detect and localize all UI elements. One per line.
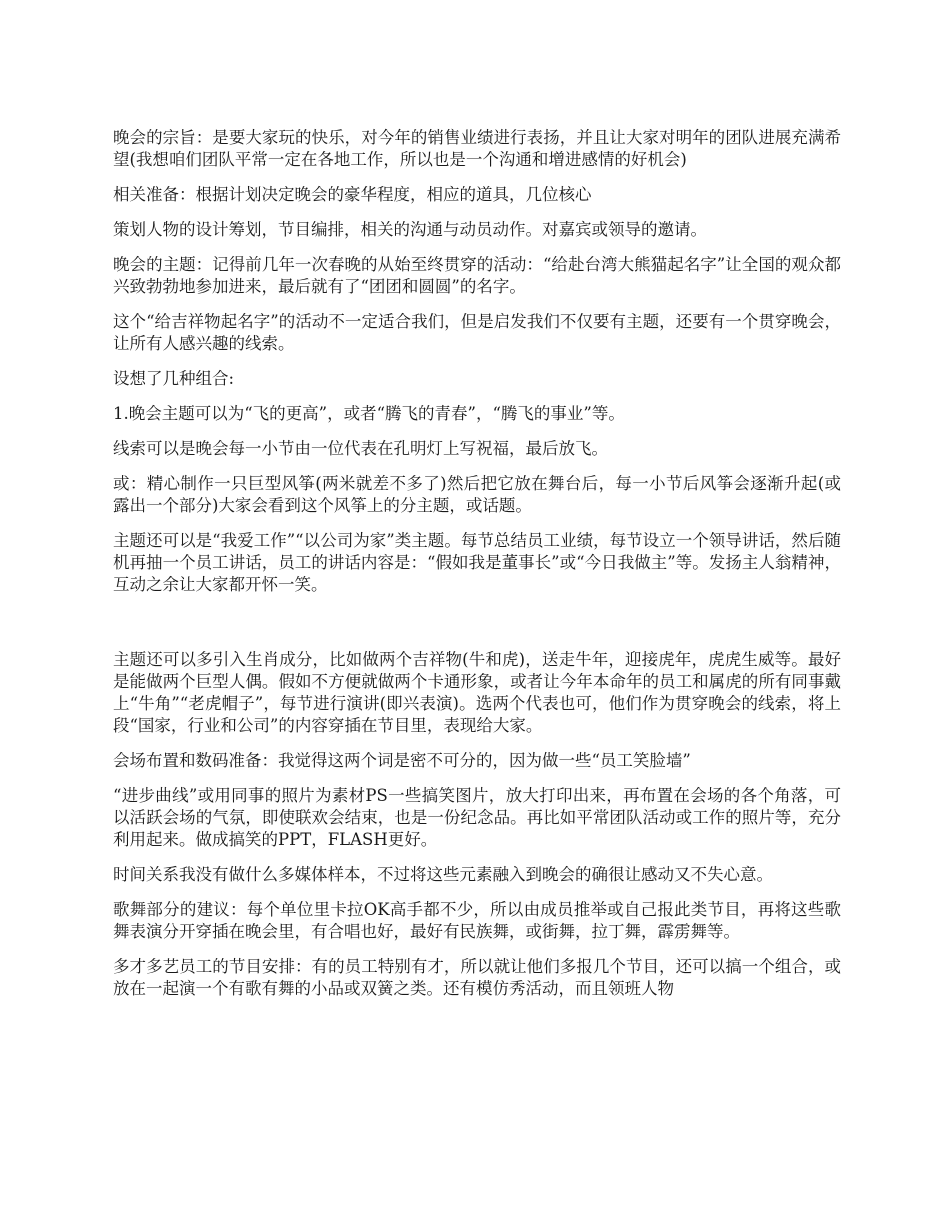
paragraph-planning: 策划人物的设计筹划，节目编排，相关的沟通与动员动作。对嘉宾或领导的邀请。 [113, 220, 707, 239]
paragraph-work-theme: 主题还可以是“我爱工作”“以公司为家”类主题。每节总结员工业绩，每节设立一个领导讲话，然后随机再抽一个员工讲话，员工的讲话内容是：“假如我是董事长”或“今日我做主”等。发扬主人翁精神，互动之余让大家都开怀一笑。 [113, 531, 841, 594]
paragraph-theme-option-1: 1.晚会主题可以为“飞的更高”，或者“腾飞的青春”，“腾飞的事业”等。 [113, 404, 625, 423]
document-body [113, 127, 841, 1013]
paragraph-zodiac-theme: 主题还可以多引入生肖成分，比如做两个吉祥物(牛和虎)，送走牛年，迎接虎年，虎虎生威等。最好是能做两个巨型人偶。假如不方便就做两个卡通形象，或者让今年本命年的员工和属虎的所有同事戴上“牛角”“老虎帽子”，每节进行演讲(即兴表演)。选两个代表也可，他们作为贯穿晚会的线索，将上段“国家，行业和公司”的内容穿插在节目里，表现给大家。 [113, 650, 841, 735]
paragraph-multimedia-note: 时间关系我没有做什么多媒体样本，不过将这些元素融入到晚会的确很让感动又不失心意。 [113, 865, 773, 884]
paragraph-mascot-naming: 这个“给吉祥物起名字”的活动不一定适合我们，但是启发我们不仅要有主题，还要有一个贯穿晚会，让所有人感兴趣的线索。 [113, 312, 841, 353]
paragraph-combinations-intro: 设想了几种组合: [113, 369, 235, 388]
paragraph-theme: 晚会的主题：记得前几年一次春晚的从始至终贯穿的活动：“给赴台湾大熊猫起名字”让全国的观众都兴致勃勃地参加进来，最后就有了“团团和圆圆”的名字。 [113, 255, 841, 296]
section-gap [113, 609, 841, 649]
paragraph-purpose: 晚会的宗旨：是要大家玩的快乐，对今年的销售业绩进行表扬，并且让大家对明年的团队进展充满希望(我想咱们团队平常一定在各地工作，所以也是一个沟通和增进感情的好机会) [113, 128, 841, 169]
paragraph-preparation: 相关准备：根据计划决定晚会的豪华程度，相应的道具，几位核心 [113, 185, 592, 204]
paragraph-talented-staff: 多才多艺员工的节目安排：有的员工特别有才，所以就让他们多报几个节目，还可以搞一个组合，或放在一起演一个有歌有舞的小品或双簧之类。还有模仿秀活动，而且领班人物 [113, 957, 841, 998]
paragraph-progress-curve: “进步曲线”或用同事的照片为素材PS一些搞笑图片，放大打印出来，再布置在会场的各个角落，可以活跃会场的气氛，即使联欢会结束，也是一份纪念品。再比如平常团队活动或工作的照片等，充分利用起来。做成搞笑的PPT，FLASH更好。 [113, 786, 841, 849]
paragraph-kite-thread: 或：精心制作一只巨型风筝(两米就差不多了)然后把它放在舞台后，每一小节后风筝会逐渐升起(或露出一个部分)大家会看到这个风筝上的分主题，或话题。 [113, 474, 841, 515]
paragraph-venue-setup: 会场布置和数码准备：我觉得这两个词是密不可分的，因为做一些“员工笑脸墙” [113, 751, 691, 770]
paragraph-lantern-thread: 线索可以是晚会每一小节由一位代表在孔明灯上写祝福，最后放飞。 [113, 439, 608, 458]
paragraph-song-dance: 歌舞部分的建议：每个单位里卡拉OK高手都不少，所以由成员推举或自己报此类节目，再将这些歌舞表演分开穿插在晚会里，有合唱也好，最好有民族舞，或街舞，拉丁舞，霹雳舞等。 [113, 900, 841, 941]
